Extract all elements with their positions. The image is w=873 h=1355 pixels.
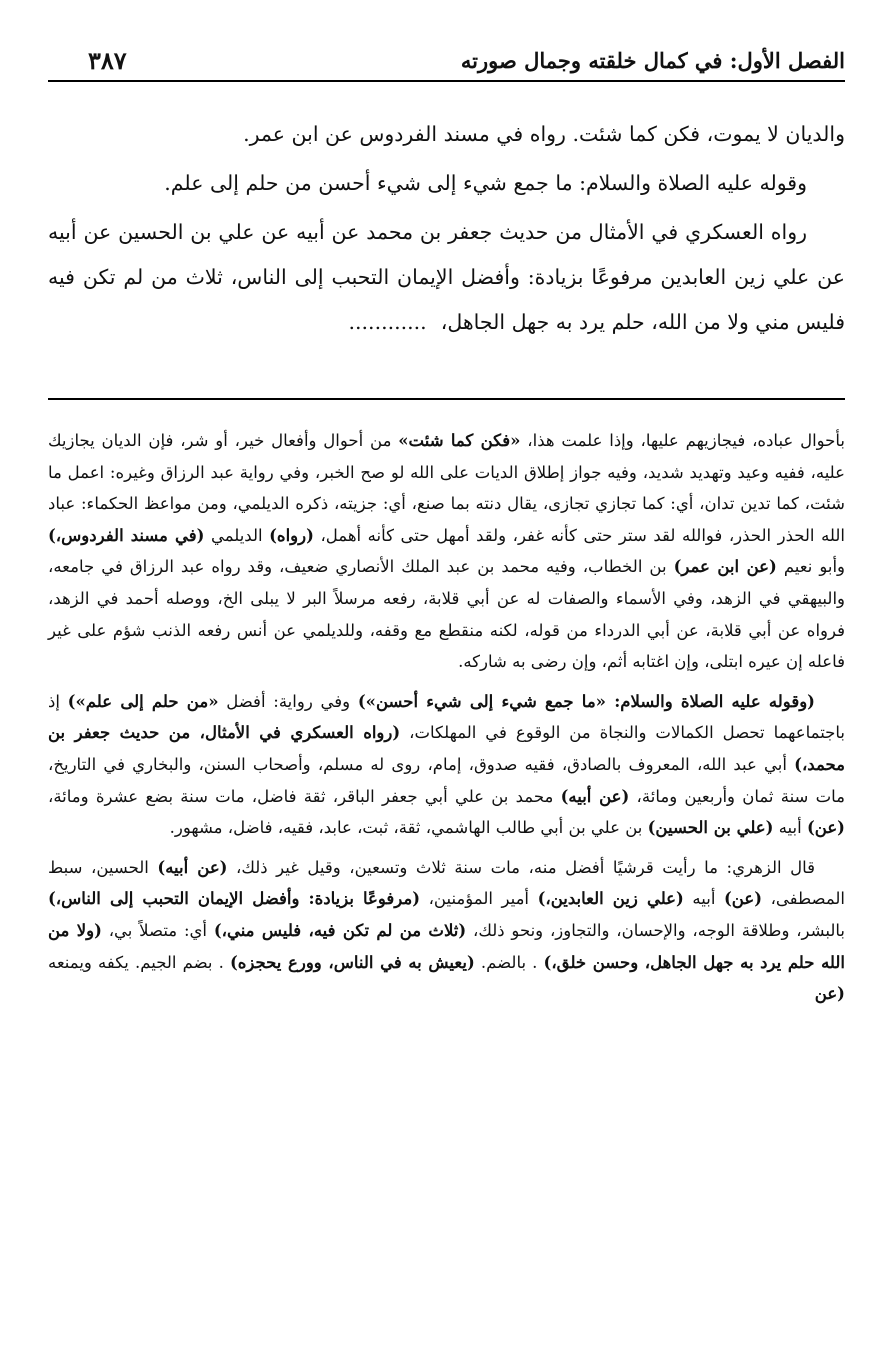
commentary-segment: وفي رواية: أفضل [218, 691, 358, 711]
commentary-segment: وأبو نعيم [776, 557, 846, 577]
separator-line [48, 398, 845, 400]
commentary-segment: الديلمي [204, 525, 270, 545]
book-page [48, 0, 845, 1355]
bold-quote: (يعيش به في الناس، وورع يحجزه) [229, 952, 475, 972]
matn-paragraph: والديان لا يموت، فكن كما شئت. رواه في مسند الفردوس عن ابن عمر. [243, 122, 845, 146]
bold-quote: (علي بن الحسين) [647, 818, 774, 838]
commentary-segment: أبي عبد الله، المعروف بالصادق، فقيه صدوق، إمام، روى له مسلم، وأصحاب السنن، والبخاري في التاريخ، مات سنة ثمان وأربعين ومائة، [48, 754, 846, 806]
commentary-paragraph [48, 852, 845, 1010]
bold-quote: (مرفوعًا بزيادة: وأفضل الإيمان التحبب إلى الناس،) [48, 889, 421, 909]
page-number: ٣٨٧ [88, 45, 127, 75]
commentary-segment: إذ باجتماعهما تحصل الكمالات والنجاة من الوقوع في المهلكات، [48, 691, 845, 743]
bold-quote: (ولا من الله حلم يرد به جهل الجاهل، وحسن خلق،) [48, 920, 846, 972]
commentary-segment: بن الخطاب، وفيه محمد بن عبد الملك الأنصاري ضعيف، وقد رواه عبد الرزاق في جامعه، والبيهقي في الزهد، وفي الأسماء والصفات له عن أبي قلابة، رفعه مرسلاً البر لا يبلى الخ، ووصله أحمد في الزهد، فرواه عن أبي قلابة، عن أبي الدرداء من قوله، لكنه منقطع مع وقفه، وللديلمي عن أنس رفعه الذنب شؤم على غير فاعله إن عيره ابتلى، وإن اغتابه أثم، وإن رضى به شاركه. [48, 557, 845, 672]
continuation-dots: ............ [348, 310, 427, 334]
bold-quote: (ثلاث من لم تكن فيه، فليس مني،) [213, 920, 467, 940]
commentary-segment: . بالضم. [474, 952, 544, 972]
bold-quote: (وقوله عليه الصلاة والسلام: «ما جمع شيء إلى شيء أحسن») [357, 691, 815, 711]
bold-quote: (رواه) [269, 525, 314, 545]
bold-quote: «فكن كما شئت» [398, 431, 521, 450]
bold-quote: (عن أبيه) [560, 786, 630, 806]
commentary-segment: محمد بن علي أبي جعفر الباقر، ثقة فاضل، مات سنة بضع عشرة ومائة، [48, 786, 561, 806]
bold-quote: (عن أبيه) [157, 857, 228, 877]
matn-text: رواه العسكري في الأمثال من حديث جعفر بن محمد عن أبيه عن علي بن الحسين عن أبيه عن علي زين العابدين مرفوعًا بزيادة: وأفضل الإيمان التحبب إلى الناس، ثلاث من لم تكن فيه فليس مني ولا من الله، حلم يرد به جهل الجاهل، [48, 220, 845, 334]
commentary-segment: بأحوال عباده، فيجازيهم عليها، وإذا علمت هذا، [520, 431, 845, 450]
commentary-segment: أبيه [683, 889, 724, 909]
commentary-segment: أي: متصلاً بي، [101, 920, 214, 940]
bold-quote: «من حلم إلى علم») [67, 691, 219, 711]
commentary-paragraph [48, 686, 845, 844]
matn-paragraph: وقوله عليه الصلاة والسلام: ما جمع شيء إلى شيء أحسن من حلم إلى علم. [164, 171, 807, 195]
page-header [48, 40, 845, 82]
commentary-segment: أبيه [773, 818, 807, 838]
bold-quote: (علي زين العابدين،) [537, 889, 684, 909]
bold-quote: (في مسند الفردوس،) [48, 525, 205, 545]
bold-quote: (عن [814, 984, 845, 1004]
bold-quote: (عن ابن عمر) [673, 557, 777, 577]
commentary-segment: أمير المؤمنين، [420, 889, 538, 909]
bold-quote: (رواه العسكري في الأمثال، من حديث جعفر بن محمد،) [48, 723, 845, 774]
commentary-segment: بالبشر، وطلاقة الوجه، والإحسان، والتجاوز، ونحو ذلك، [466, 920, 845, 940]
commentary-text [48, 425, 845, 1018]
chapter-title: الفصل الأول: في كمال خلقته وجمال صورته [460, 47, 845, 73]
bold-quote: (عن) [806, 818, 845, 838]
commentary-segment: بن علي بن أبي طالب الهاشمي، ثقة، ثبت، عابد، فقيه، فاضل، مشهور. [169, 818, 648, 838]
commentary-segment: من أحوال وأفعال خير، أو شر، فإن الديان يجازيك عليه، ففيه وعيد وتهديد شديد، وفيه جواز إطلاق الديات على الله لو صح الخبر، وفي رواية عبد الرزاق وغيره: اعمل ما شئت، كما تدين تدان، أي: كما تجازي تجازى، يقال دنته بما صنع، أي: جزيته، ذكره الديلمي، ومن مواعظ الحكماء: عباد الله الحذر الحذر، فوالله لقد ستر حتى كأنه غفر، ولقد أمهل حتى كأنه أهمل، [48, 431, 845, 545]
commentary-segment: . بضم الجيم. يكفه ويمنعه [48, 952, 230, 972]
matn-paragraph [48, 210, 845, 345]
commentary-segment: الحسين، سبط المصطفى، [48, 857, 845, 909]
bold-quote: (عن) [723, 889, 763, 909]
main-text [48, 112, 845, 349]
commentary-paragraph [48, 425, 845, 678]
commentary-segment: قال الزهري: ما رأيت قرشيًا أفضل منه، مات سنة ثلاث وتسعين، وقيل غير ذلك، [227, 857, 815, 877]
